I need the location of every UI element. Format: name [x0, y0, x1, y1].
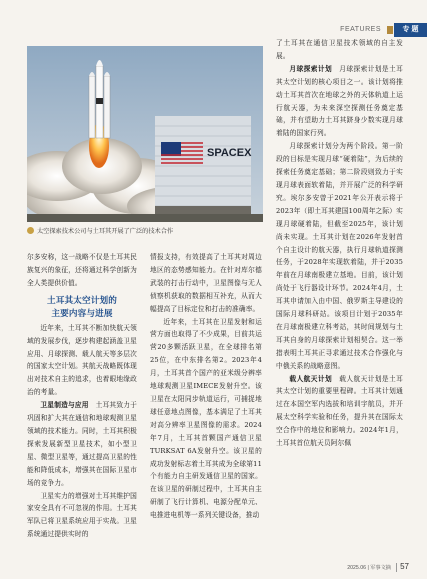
- article-column-1: [27, 251, 137, 541]
- paragraph: [276, 63, 403, 140]
- paragraph: 卫星实力的增强对土耳其维护国家安全具有不可忽视的作用。土耳其军队已将卫星系统应用于实战。卫星系统通过提供实时的: [27, 491, 137, 539]
- subheading: 卫星制造与应用: [40, 401, 89, 410]
- caption-text: 太空探索技术公司与土耳其开展了广泛的技术合作: [37, 228, 174, 235]
- caption-bullet-icon: [27, 227, 34, 234]
- section-label: FEATURES: [340, 26, 381, 33]
- paragraph-text: 月球探索计划是土耳其太空计划的核心项目之一。该计划将推动土耳其首次在地球之外的天体轨道上运行航天器，为未来深空探测任务奠定基础，并有望助力土耳其跻身少数实现月球着陆的国家行列。: [276, 64, 403, 138]
- subheading: 月球探索计划: [289, 64, 333, 73]
- spacex-building-text: SPACEX: [207, 147, 252, 159]
- page-footer: [0, 562, 427, 574]
- paragraph: 近年来，土耳其不断加快航天领域的发展步伐，逐步构建起涵盖卫星应用、月球探测、载人航天等多层次的国家太空计划。其航天战略既体现出对技术自主的追求，也着眼地缘政治的考量。: [27, 323, 137, 397]
- paragraph: [276, 373, 403, 450]
- header-accent-mark: [387, 26, 393, 34]
- paragraph: [27, 399, 137, 489]
- section-heading-line-1: 土耳其太空计划的: [47, 294, 117, 305]
- photo-caption: [27, 227, 263, 236]
- rocket-launch-illustration: [27, 46, 263, 222]
- page-number: 57: [400, 562, 409, 571]
- paragraph-text: 土耳其致力于巩固和扩大其在通信和地球观测卫星领域的技术能力。同时，土耳其积极探索发展新型卫星技术，如小型卫星、微型卫星等，通过提高卫星的性能和降低成本，增强其在国际卫星市场的竞争力。: [27, 401, 137, 487]
- paragraph: 近年来，土耳其在卫星发射和运营方面也取得了不少成果，目前共运营20多颗活跃卫星，在全球排名第25位，在中东排名第2。2023年4月，土耳其首个国产的亚米级分辨率地球观测卫星IMECE发射升空。该卫星在太阳同步轨道运行，可捕捉地球任意地点图像，基本满足了土耳其对高分辨率卫星图像的需求。2024年7月，土耳其首颗国产通信卫星TURKSAT 6A发射升空。该卫星的成功发射标志着土耳其成为全球第11个有能力自主研发通信卫星的国家。在该卫星的研制过程中，土耳其自主研制了飞行计算机、电源分配单元、电推进电机等一系列关键设备，推动: [150, 317, 262, 520]
- paragraph: 月球探索计划分为两个阶段。第一阶段的目标是实现月球“硬着陆”，为后续的探索任务奠定基础；第二阶段则致力于实现月球表面软着陆，并开展广泛的科学研究。埃尔多安曾于2021年公开表示将于2023年（即土耳其建国100周年之际）实现月球硬着陆，但截至2025年，该计划尚未实现。土耳其计划在2026年发射首个自主设计的航天器，执行月球轨道探测任务，于2028年实现软着陆，并于2035年前在月球南极建立基地。目前，该计划尚处于飞行器设计环节。2024年4月，土耳其申请加入由中国、俄罗斯主导建设的国际月球科研站。该项目计划于2035年在月球南极建立科考站，其时间规划与土耳其自身的月球探索计划相契合。这一举措表明土耳其正寻求通过技术合作强化与中俄关系的战略意图。: [276, 142, 403, 370]
- article-column-3: [276, 37, 403, 450]
- article-column-2: [150, 251, 262, 522]
- section-heading: [27, 294, 137, 320]
- paragraph: 尔多安称，这一战略不仅是土耳其民族复兴的象征，还将通过科学创新为全人类提供价值。: [27, 253, 137, 287]
- section-heading-line-2: 主要内容与进展: [51, 307, 113, 318]
- subheading: 载人航天计划: [289, 374, 333, 383]
- paragraph: 情报支持，有效提高了土耳其对周边地区的态势感知能力。在针对库尔德武装的打击行动中，卫星图像与无人侦察机获取的数据相互补充，从而大幅提高了目标定位和打击的准确率。: [150, 253, 262, 313]
- topic-tag: 专 题: [394, 23, 427, 37]
- paragraph: 了土耳其在通信卫星技术领域的自主发展。: [276, 39, 403, 60]
- rocket-launch-photo: [27, 46, 263, 222]
- footer-divider: [396, 563, 397, 572]
- issue-label: 2025.06 | 军事文摘: [347, 565, 391, 571]
- paragraph-text: 载人航天计划是土耳其太空计划的重要里程碑。土耳其计划通过在本国空军内选拔和培训宇航员，并开展太空科学实验和任务，提升其在国际太空合作中的地位和影响力。2024年1月，土耳其首位航天员阿尔佩: [276, 374, 403, 448]
